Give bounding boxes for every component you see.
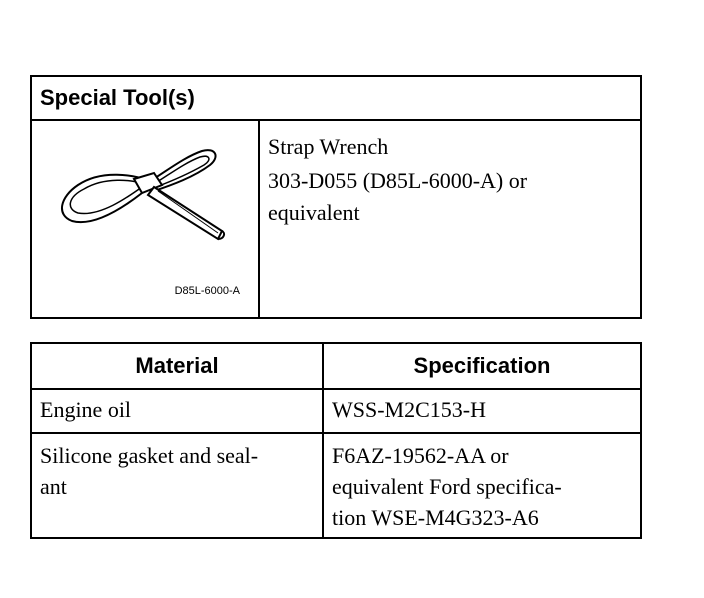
table-row xyxy=(31,433,641,538)
specification-line: equivalent Ford specifica- xyxy=(332,474,562,499)
tool-image-cell xyxy=(32,121,260,317)
specification-line: F6AZ-19562-AA or xyxy=(332,443,509,468)
specification-line: tion WSE-M4G323-A6 xyxy=(332,505,539,530)
tool-name: Strap Wrench xyxy=(268,134,389,159)
special-tools-table xyxy=(30,75,642,319)
special-tools-header: Special Tool(s) xyxy=(32,77,640,121)
tool-row xyxy=(32,121,640,317)
material-cell xyxy=(31,433,323,538)
tool-codes: 303-D055 (D85L-6000-A) or equivalent xyxy=(268,168,528,225)
material-line: ant xyxy=(40,474,67,499)
tool-part-number-label: D85L-6000-A xyxy=(174,285,240,297)
table-row xyxy=(31,389,641,433)
material-column-header: Material xyxy=(31,343,323,389)
material-line: Silicone gasket and seal- xyxy=(40,443,259,468)
table-header-row xyxy=(31,343,641,389)
tool-description-cell xyxy=(260,121,640,317)
material-cell: Engine oil xyxy=(31,389,323,433)
specification-cell: WSS-M2C153-H xyxy=(323,389,641,433)
specification-column-header: Specification xyxy=(323,343,641,389)
material-spec-table xyxy=(30,342,642,539)
specification-cell xyxy=(323,433,641,538)
strap-wrench-icon xyxy=(54,135,234,245)
